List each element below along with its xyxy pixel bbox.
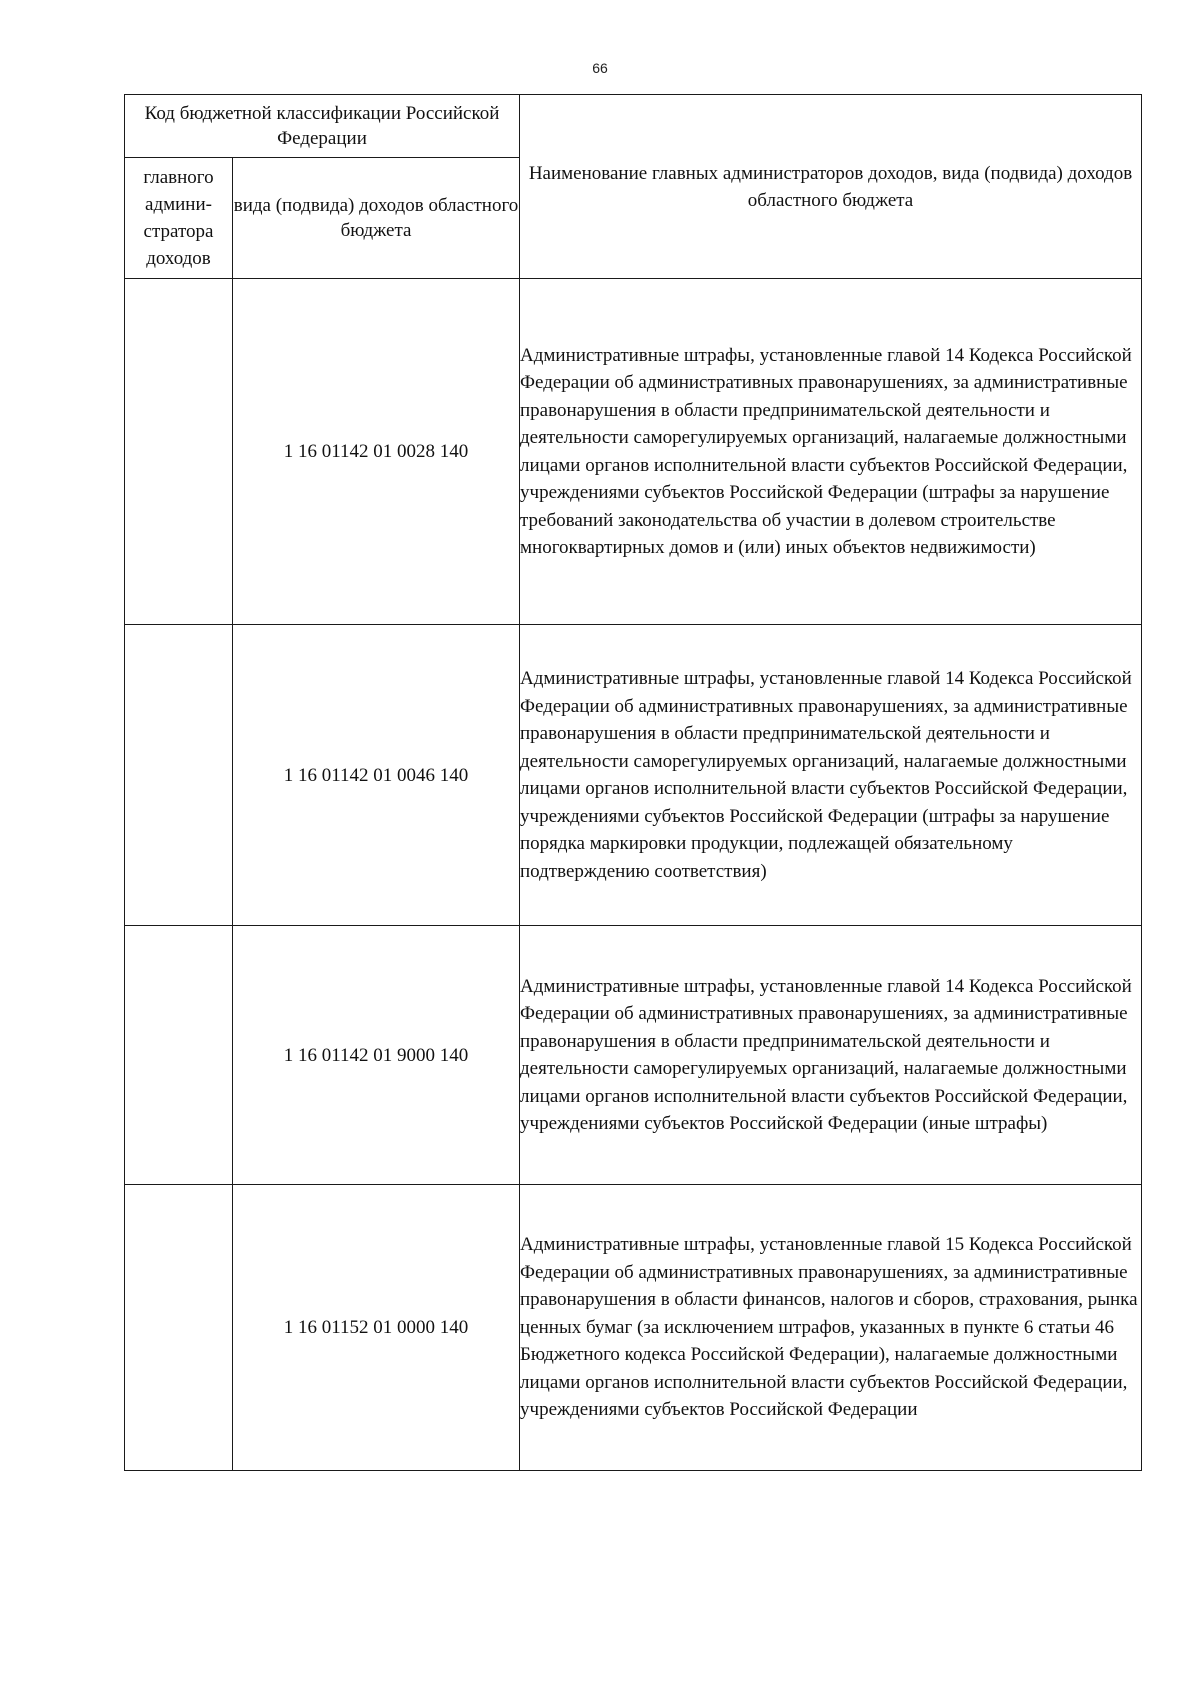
row-income-name: Административные штрафы, установленные главой 14 Кодекса Российской Федерации об административных правонарушениях, за административные правонарушения в области предпринимательской деятельности и деятельности саморегулируемых организаций, налагаемые должностными лицами органов исполнительной власти субъектов Российской Федерации, учреждениями субъектов Российской Федерации (штрафы за нарушение требований законодательства об участии в долевом строительстве многоквартирных домов и (или) иных объектов недвижимости) (520, 279, 1142, 625)
table-row (125, 279, 1142, 625)
row-admin-code (125, 1185, 233, 1471)
row-income-name: Административные штрафы, установленные главой 14 Кодекса Российской Федерации об административных правонарушениях, за административные правонарушения в области предпринимательской деятельности и деятельности саморегулируемых организаций, налагаемые должностными лицами органов исполнительной власти субъектов Российской Федерации, учреждениями субъектов Российской Федерации (штрафы за нарушение порядка маркировки продукции, подлежащей обязательному подтверждению соответствия) (520, 625, 1142, 926)
table-row (125, 625, 1142, 926)
row-income-code: 1 16 01152 01 0000 140 (233, 1185, 520, 1471)
page-number: 66 (592, 60, 608, 76)
header-income-type: вида (подвида) доходов областного бюджета (233, 158, 520, 279)
table-row (125, 1185, 1142, 1471)
row-income-name: Административные штрафы, установленные главой 15 Кодекса Российской Федерации об административных правонарушениях, за административные правонарушения в области финансов, налогов и сборов, страхования, рынка ценных бумаг (за исключением штрафов, указанных в пункте 6 статьи 46 Бюджетного кодекса Российской Федерации), налагаемые должностными лицами органов исполнительной власти субъектов Российской Федерации, учреждениями субъектов Российской Федерации (520, 1185, 1142, 1471)
row-income-code: 1 16 01142 01 9000 140 (233, 926, 520, 1185)
row-admin-code (125, 926, 233, 1185)
budget-classification-table (124, 94, 1142, 1471)
header-main-administrator: главного админи-стратора доходов (125, 158, 233, 279)
row-admin-code (125, 625, 233, 926)
table-row (125, 926, 1142, 1185)
table-header-row (125, 95, 1142, 158)
row-admin-code (125, 279, 233, 625)
header-budget-code-group: Код бюджетной классификации Российской Федерации (125, 95, 520, 158)
header-income-name: Наименование главных администраторов доходов, вида (подвида) доходов областного бюджета (520, 95, 1142, 279)
row-income-code: 1 16 01142 01 0046 140 (233, 625, 520, 926)
row-income-name: Административные штрафы, установленные главой 14 Кодекса Российской Федерации об административных правонарушениях, за административные правонарушения в области предпринимательской деятельности и деятельности саморегулируемых организаций, налагаемые должностными лицами органов исполнительной власти субъектов Российской Федерации, учреждениями субъектов Российской Федерации (иные штрафы) (520, 926, 1142, 1185)
row-income-code: 1 16 01142 01 0028 140 (233, 279, 520, 625)
